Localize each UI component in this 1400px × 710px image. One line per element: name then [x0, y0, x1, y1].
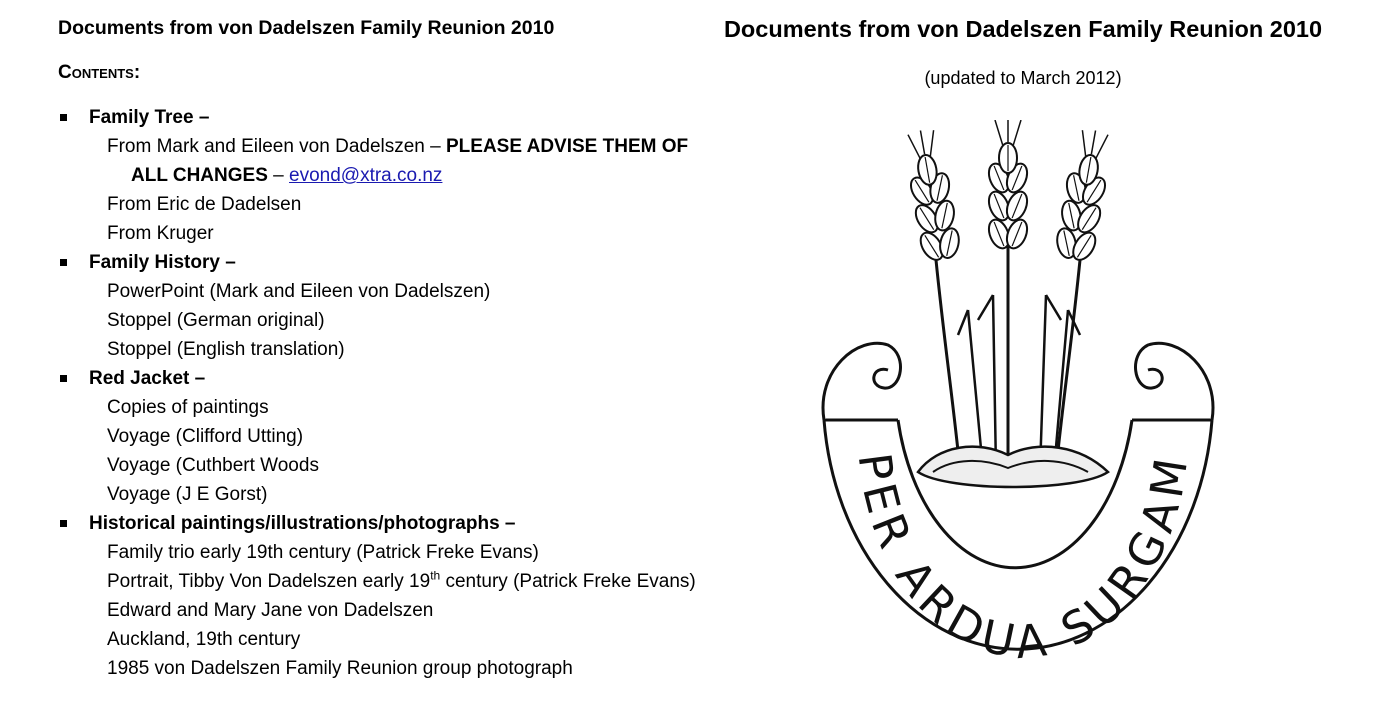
section-red-jacket [58, 364, 698, 509]
list-item: Family trio early 19th century (Patrick Freke Evans) [107, 542, 539, 563]
crest-emblem [818, 120, 1218, 680]
list-item: 1985 von Dadelszen Family Reunion group photograph [107, 658, 573, 679]
bullet-icon [60, 259, 67, 266]
contents-heading: Contents: [58, 62, 141, 83]
list-item: From Kruger [107, 223, 214, 244]
list-item: Stoppel (German original) [107, 310, 325, 331]
list-item [58, 132, 698, 190]
item-text-after: century (Patrick Freke Evans) [440, 571, 696, 592]
item-bold-text: PLEASE ADVISE THEM OF ALL CHANGES [131, 136, 689, 186]
superscript: th [430, 568, 441, 583]
bullet-icon [60, 114, 67, 121]
list-item: PowerPoint (Mark and Eileen von Dadelszen) [107, 281, 491, 302]
section-title: Family History – [89, 252, 236, 273]
contents-page [58, 14, 698, 683]
list-item: From Eric de Dadelsen [107, 194, 302, 215]
item-separator: – [267, 165, 290, 186]
section-family-tree [58, 103, 698, 248]
list-item: Copies of paintings [107, 397, 269, 418]
page-title: Documents from von Dadelszen Family Reunion 2010 [58, 17, 555, 39]
list-item: Voyage (J E Gorst) [107, 484, 268, 505]
motto-text: PER ARDUA SURGAM [847, 449, 1199, 670]
bullet-icon [60, 520, 67, 527]
section-title: Red Jacket – [89, 368, 206, 389]
item-text: From Mark and Eileen von Dadelszen – [107, 136, 446, 157]
wheat-crest-icon [818, 120, 1218, 680]
email-link[interactable]: evond@xtra.co.nz [289, 165, 443, 186]
cover-page [700, 12, 1346, 670]
list-item: Voyage (Clifford Utting) [107, 426, 304, 447]
section-title: Family Tree – [89, 107, 210, 128]
bullet-icon [60, 375, 67, 382]
item-text: Portrait, Tibby Von Dadelszen early 19 [107, 571, 431, 592]
list-item [58, 567, 698, 596]
section-family-history [58, 248, 698, 364]
list-item: Auckland, 19th century [107, 629, 301, 650]
section-historical-paintings [58, 509, 698, 683]
section-title: Historical paintings/illustrations/photographs – [89, 513, 516, 534]
cover-subtitle: (updated to March 2012) [924, 68, 1122, 88]
list-item: Stoppel (English translation) [107, 339, 345, 360]
cover-title: Documents from von Dadelszen Family Reunion 2010 [723, 16, 1323, 42]
list-item: Edward and Mary Jane von Dadelszen [107, 600, 434, 621]
list-item: Voyage (Cuthbert Woods [107, 455, 319, 476]
